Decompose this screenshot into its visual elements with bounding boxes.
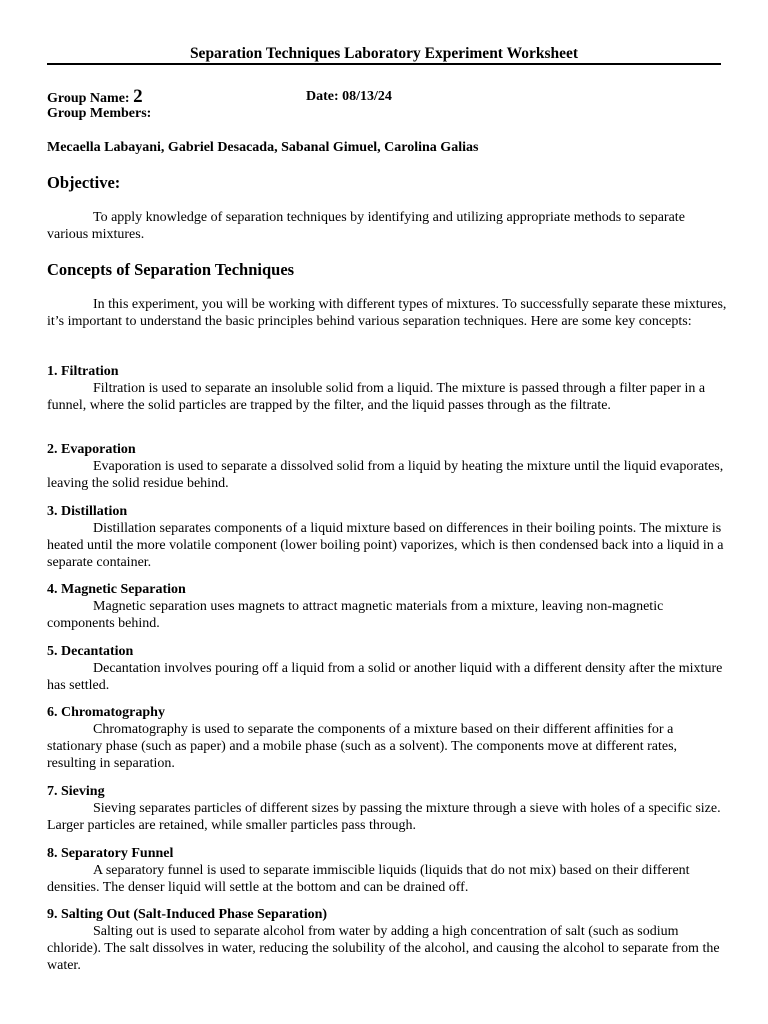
date-value: 08/13/24: [342, 89, 392, 104]
date-label: Date:: [306, 89, 339, 104]
concept-title: 6. Chromatography: [47, 705, 165, 720]
concept-title: 9. Salting Out (Salt-Induced Phase Separation): [47, 907, 328, 922]
group-name-value: 2: [133, 86, 143, 107]
concept-title: 5. Decantation: [47, 644, 134, 659]
concept-text: Distillation separates components of a liquid mixture based on differences in their boiling points. The mixture is heated until the more volatile component (lower boiling point) vaporizes, which is then condensed back into a liquid in a separate container.: [47, 521, 724, 570]
group-name-label: Group Name:: [47, 91, 130, 106]
concept-text: Salting out is used to separate alcohol from water by adding a high concentration of salt (such as sodium chloride). The salt dissolves in water, reducing the solubility of the alcohol, and causing the alcohol to separate from the water.: [47, 924, 720, 973]
title-underline: [47, 63, 721, 65]
page-title: Separation Techniques Laboratory Experiment Worksheet: [189, 45, 579, 62]
concepts-heading: Concepts of Separation Techniques: [47, 260, 295, 279]
group-members-label: Group Members:: [47, 106, 152, 121]
concept-title: 7. Sieving: [47, 784, 105, 799]
concept-text: Evaporation is used to separate a dissolved solid from a liquid by heating the mixture until the liquid evaporates, leaving the solid residue behind.: [47, 459, 724, 491]
objective-heading: Objective:: [47, 173, 121, 192]
objective-text: To apply knowledge of separation techniques by identifying and utilizing appropriate methods to separate various mixtures.: [47, 210, 685, 242]
concept-text: Chromatography is used to separate the components of a mixture based on their different affinities for a stationary phase (such as paper) and a mobile phase (such as a solvent). The components move at different rates, resulting in separation.: [47, 722, 678, 771]
concept-title: 1. Filtration: [47, 364, 119, 379]
concept-text: Magnetic separation uses magnets to attract magnetic materials from a mixture, leaving non-magnetic components behind.: [47, 599, 664, 631]
concepts-intro: In this experiment, you will be working with different types of mixtures. To successfully separate these mixtures, it’s important to understand the basic principles behind various separation techniques. Here are some key concepts:: [47, 297, 727, 329]
group-members-list: Mecaella Labayani, Gabriel Desacada, Sabanal Gimuel, Carolina Galias: [47, 140, 479, 155]
concept-text: A separatory funnel is used to separate immiscible liquids (liquids that do not mix) based on their different densities. The denser liquid will settle at the bottom and can be drained off.: [47, 863, 690, 895]
concept-title: 3. Distillation: [47, 504, 128, 519]
concept-title: 4. Magnetic Separation: [47, 582, 186, 597]
concept-title: 8. Separatory Funnel: [47, 846, 174, 861]
date-row: [306, 88, 392, 105]
concept-title: 2. Evaporation: [47, 442, 136, 457]
concept-text: Filtration is used to separate an insoluble solid from a liquid. The mixture is passed through a filter paper in a funnel, where the solid particles are trapped by the filter, and the liquid passes through as the filtrate.: [47, 381, 706, 413]
concept-text: Decantation involves pouring off a liquid from a solid or another liquid with a different density after the mixture has settled.: [47, 661, 723, 693]
concept-text: Sieving separates particles of different sizes by passing the mixture through a sieve with holes of a specific size. Larger particles are retained, while smaller particles pass through.: [47, 801, 721, 833]
